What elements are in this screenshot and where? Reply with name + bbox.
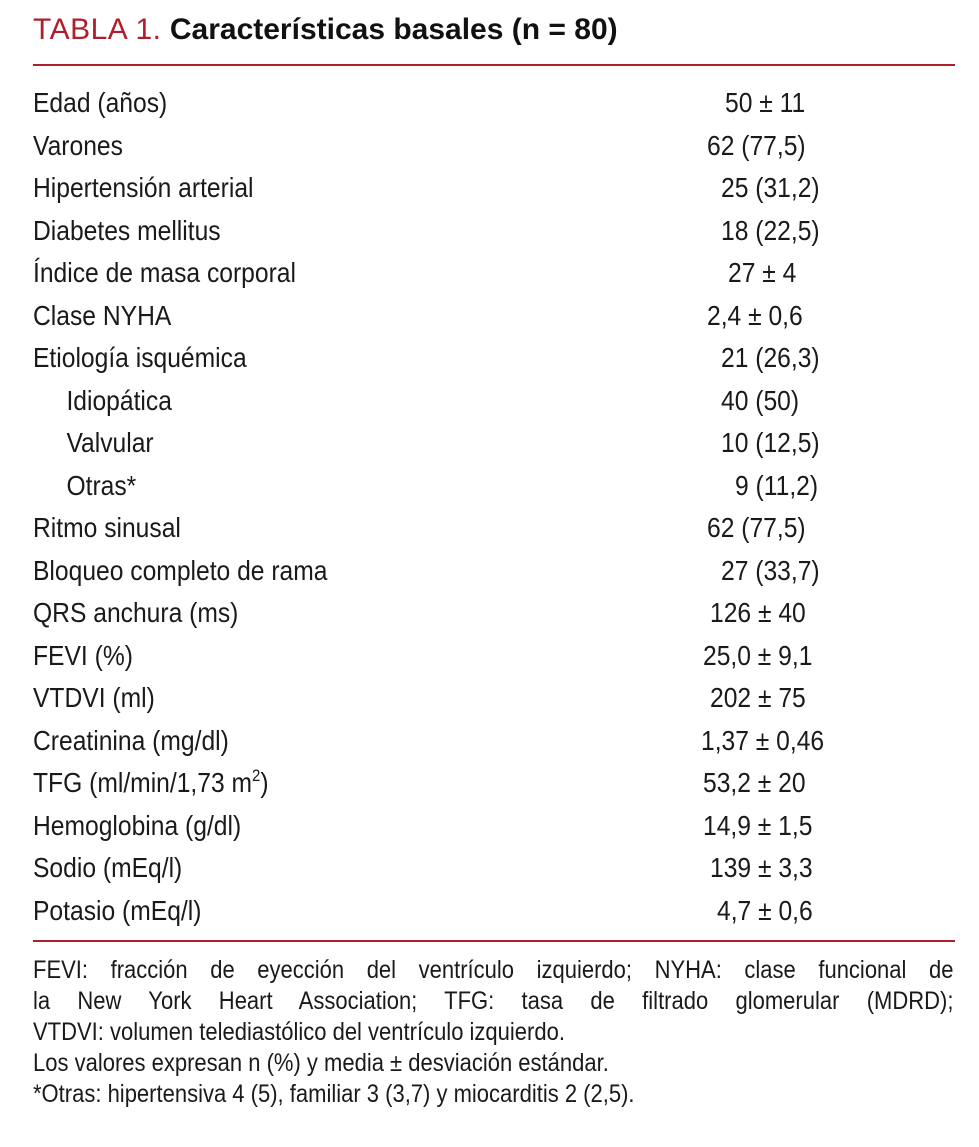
- table-row: [33, 252, 844, 295]
- row-label: VTDVI (ml): [33, 682, 155, 713]
- row-label: Bloqueo completo de rama: [33, 554, 328, 586]
- row-label: [33, 762, 269, 805]
- row-label-main: TFG (ml/min/1,73 m: [33, 767, 253, 798]
- bottom-rule: [33, 940, 955, 942]
- footnote-abbreviations-line-2: la New York Heart Association; TFG: tasa de filtrado glomerular (MDRD);: [33, 987, 954, 1015]
- row-value: 126 ± 40: [710, 597, 806, 628]
- row-value: 27 ± 4: [728, 257, 797, 288]
- row-label: Clase NYHA: [33, 299, 172, 331]
- row-label: Sodio (mEq/l): [33, 852, 183, 883]
- row-label: Otras*: [66, 469, 137, 501]
- row-label: FEVI (%): [33, 639, 133, 671]
- row-label: Ritmo sinusal: [33, 512, 181, 543]
- row-value: 40 (50): [721, 384, 800, 416]
- row-value: 1,37 ± 0,46: [701, 724, 825, 756]
- row-value: 202 ± 75: [710, 682, 806, 713]
- row-value: 27 (33,7): [721, 554, 820, 586]
- footnote-others: *Otras: hipertensiva 4 (5), familiar 3 (3,7) y miocarditis 2 (2,5).: [33, 1080, 635, 1108]
- superscript-two: 2: [252, 766, 261, 785]
- table-body: [33, 82, 955, 932]
- row-value: 21 (26,3): [721, 342, 820, 373]
- row-label: Hipertensión arterial: [33, 172, 254, 203]
- row-label: Creatinina (mg/dl): [33, 724, 229, 756]
- table-caption: Características basales (n = 80): [169, 13, 618, 46]
- table-row: [33, 82, 844, 125]
- row-label: Etiología isquémica: [33, 342, 247, 373]
- row-value: 9 (11,2): [735, 469, 819, 501]
- row-value: 139 ± 3,3: [710, 852, 813, 883]
- row-label: Potasio (mEq/l): [33, 894, 202, 926]
- footnote-abbreviations-line-3: VTDVI: volumen telediastólico del ventrículo izquierdo.: [33, 1018, 565, 1046]
- row-label: Hemoglobina (g/dl): [33, 809, 242, 841]
- top-rule: [33, 64, 955, 66]
- footnote-values: Los valores expresan n (%) y media ± desviación estándar.: [33, 1049, 609, 1077]
- row-label: Varones: [33, 129, 123, 161]
- row-label-close: ): [260, 767, 269, 798]
- footnote-abbreviations-line-1: FEVI: fracción de eyección del ventrículo izquierdo; NYHA: clase funcional de: [33, 956, 954, 984]
- row-label: Valvular: [66, 427, 154, 458]
- row-value: 62 (77,5): [707, 129, 806, 161]
- row-label: Idiopática: [66, 384, 172, 416]
- row-value: 10 (12,5): [721, 427, 820, 458]
- table-row-indented: [33, 465, 844, 508]
- table-number: TABLA 1.: [33, 13, 162, 46]
- table-title: [33, 10, 618, 50]
- row-value: 62 (77,5): [707, 512, 806, 543]
- row-value: 25 (31,2): [721, 172, 820, 203]
- row-value: 4,7 ± 0,6: [717, 894, 813, 926]
- row-label: Índice de masa corporal: [33, 257, 296, 288]
- table-footnotes: [33, 955, 953, 1110]
- row-value: 50 ± 11: [725, 87, 806, 118]
- row-label: Edad (años): [33, 87, 168, 118]
- row-label: Diabetes mellitus: [33, 214, 221, 246]
- row-value: 25,0 ± 9,1: [703, 639, 813, 671]
- row-value: 53,2 ± 20: [703, 767, 806, 798]
- row-value: 18 (22,5): [721, 214, 820, 246]
- row-value: 2,4 ± 0,6: [707, 299, 803, 331]
- row-value: 14,9 ± 1,5: [703, 809, 813, 841]
- row-label: QRS anchura (ms): [33, 597, 239, 628]
